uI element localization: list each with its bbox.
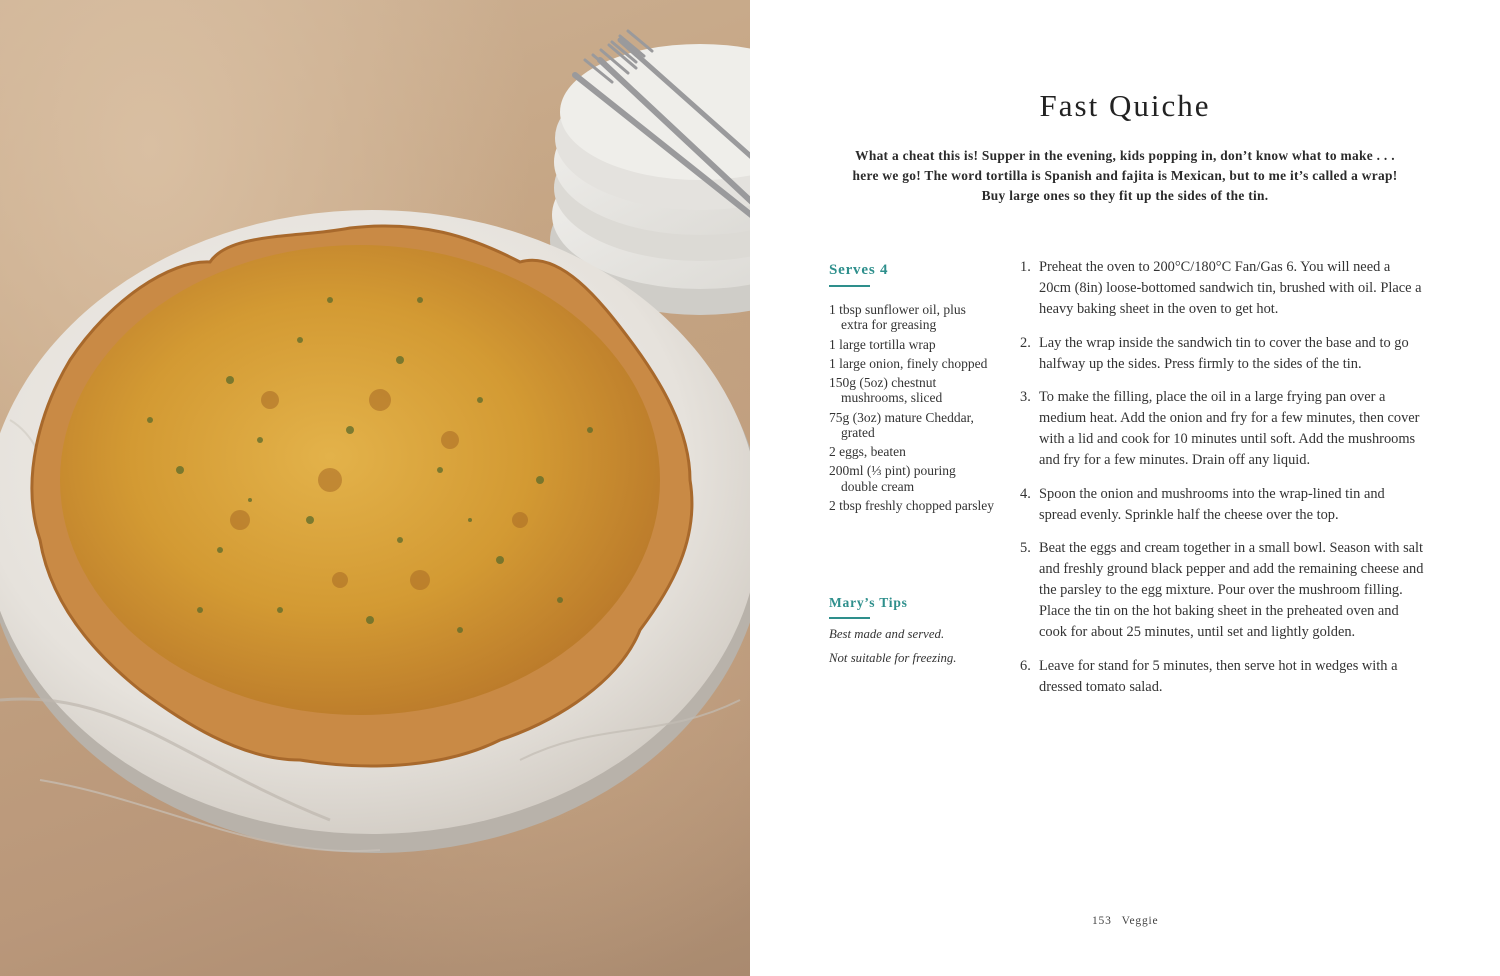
ingredient-item: 2 eggs, beaten	[829, 444, 906, 460]
ingredient-item: 1 large tortilla wrap	[829, 336, 936, 352]
step-number: 5.	[1020, 540, 1031, 556]
tip-item: Best made and served.	[829, 627, 945, 641]
method-step	[1014, 538, 1424, 643]
serves-heading: Serves 4	[829, 262, 888, 287]
method-step	[1014, 387, 1424, 471]
step-text: Beat the eggs and cream together in a small bowl. Season with salt and freshly ground black pepper and add the remaining cheese and the parsley to the egg mixture. Pour over the mushroom filling. Place the tin on the hot baking sheet in the preheated oven and cook for about 25 minutes, until set and lightly golden.	[1039, 540, 1424, 640]
step-text: Preheat the oven to 200°C/180°C Fan/Gas 6. You will need a 20cm (8in) loose-bottomed sandwich tin, brushed with oil. Place a heavy baking sheet in the oven to get hot.	[1039, 259, 1422, 317]
step-number: 6.	[1020, 657, 1031, 674]
recipe-intro: What a cheat this is! Supper in the evening, kids popping in, don’t know what to make . . . here we go! The word tortilla is Spanish and fajita is Mexican, but to me it’s called a wrap! Buy large ones so they fit up the sides of the tin.	[852, 148, 1398, 203]
step-text: Lay the wrap inside the sandwich tin to cover the base and to go halfway up the sides. Press firmly to the sides of the tin.	[1039, 334, 1409, 372]
tips-heading: Mary’s Tips	[829, 595, 908, 619]
ingredient-item: 1 tbsp sunflower oil, plus extra for greasing	[829, 302, 966, 333]
ingredient-item: 75g (3oz) mature Cheddar, grated	[829, 409, 974, 441]
method-step	[1014, 484, 1424, 526]
step-number: 2.	[1020, 334, 1031, 351]
method-step	[1014, 257, 1424, 320]
ingredient-item: 200ml (⅓ pint) pouring double cream	[829, 463, 956, 494]
step-text: Leave for stand for 5 minutes, then serve hot in wedges with a dressed tomato salad.	[1039, 657, 1398, 695]
section-name: Veggie	[1121, 915, 1159, 927]
method-step	[1014, 333, 1424, 375]
ingredients-list	[829, 302, 994, 517]
method-steps	[1014, 257, 1424, 710]
step-number: 4.	[1020, 485, 1031, 502]
step-text: Spoon the onion and mushrooms into the wrap-lined tin and spread evenly. Sprinkle half the cheese over the top.	[1039, 485, 1385, 523]
page-number: 153	[1092, 915, 1112, 927]
step-text: To make the filling, place the oil in a large frying pan over a medium heat. Add the onion and fry for a few minutes, then cover with a lid and cook for 10 minutes until soft. Add the mushrooms and fry for a few minutes. Drain off any liquid.	[1039, 389, 1420, 468]
page-footer	[1092, 915, 1158, 927]
tips-list	[829, 627, 957, 674]
ingredient-item: 2 tbsp freshly chopped parsley	[829, 498, 994, 514]
ingredient-item: 1 large onion, finely chopped	[829, 355, 988, 371]
tip-item: Not suitable for freezing.	[829, 650, 957, 665]
page-title: Fast Quiche	[1039, 88, 1211, 123]
step-number: 3.	[1020, 389, 1031, 405]
ingredient-item: 150g (5oz) chestnut mushrooms, sliced	[829, 375, 943, 406]
step-number: 1.	[1020, 259, 1031, 275]
method-step	[1014, 656, 1424, 698]
